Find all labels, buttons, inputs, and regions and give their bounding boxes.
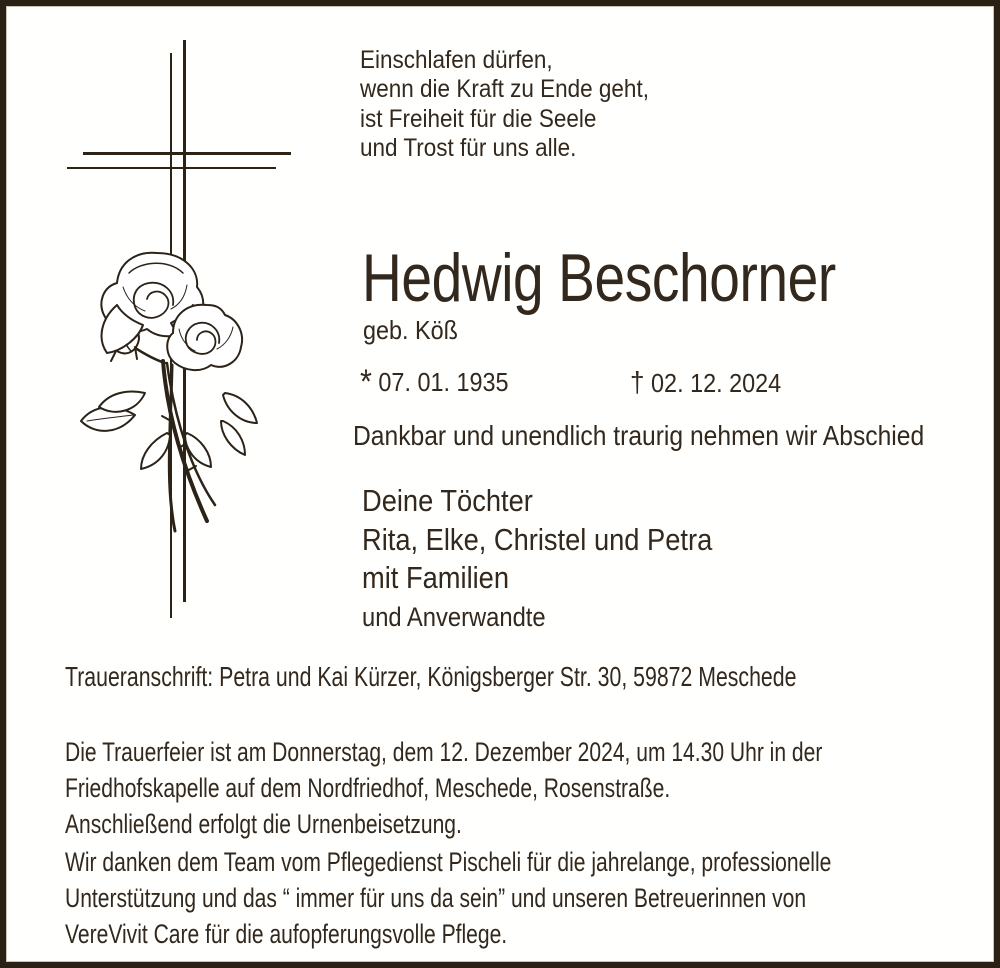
service-line: Die Trauerfeier ist am Donnerstag, dem 12. Dezember 2024, um 14.30 Uhr in der	[65, 737, 823, 767]
service-info	[65, 734, 822, 842]
service-line: Anschließend erfolgt die Urnenbeisetzung.	[65, 809, 462, 839]
farewell-line: Dankbar und unendlich traurig nehmen wir Abschied	[353, 420, 925, 451]
birth-star-symbol: *	[360, 363, 372, 401]
poem-line: ist Freiheit für die Seele	[360, 104, 597, 133]
birth-date	[360, 363, 509, 401]
cross-horizontal-line-bottom	[67, 167, 276, 169]
service-line: Friedhofskapelle auf dem Nordfriedhof, Meschede, Rosenstraße.	[65, 773, 671, 803]
death-date	[630, 367, 781, 400]
condolence-address: Traueranschrift: Petra und Kai Kürzer, Königsberger Str. 30, 59872 Meschede	[65, 661, 797, 692]
thanks-paragraph	[65, 844, 831, 952]
death-date-value: 02. 12. 2024	[651, 368, 782, 398]
poem-line: und Trost für uns alle.	[360, 134, 577, 163]
thanks-line: Unterstützung und das “ immer für uns da sein” und unseren Betreuerinnen von	[65, 883, 807, 913]
birth-date-value: 07. 01. 1935	[378, 367, 509, 397]
memorial-poem	[360, 46, 649, 164]
mourners-list	[362, 482, 712, 636]
roses-illustration	[75, 243, 265, 543]
cross-horizontal-line-top	[83, 152, 291, 155]
mourners-line: Rita, Elke, Christel und Petra	[362, 521, 713, 557]
mourners-line: Deine Töchter	[362, 483, 533, 518]
thanks-line: Wir danken dem Team vom Pflegedienst Pischeli für die jahrelange, professionelle	[65, 847, 832, 877]
thanks-line: VereVivit Care für die aufopferungsvolle Pflege.	[65, 919, 508, 949]
poem-line: Einschlafen dürfen,	[360, 46, 553, 74]
death-dagger-symbol: †	[630, 367, 645, 399]
deceased-name: Hedwig Beschorner	[362, 240, 836, 316]
mourners-line: mit Familien	[362, 560, 510, 595]
mourners-extra-line: und Anverwandte	[362, 601, 546, 632]
poem-line: wenn die Kraft zu Ende geht,	[360, 75, 649, 104]
maiden-name: geb. Köß	[363, 315, 458, 345]
life-dates	[360, 363, 840, 403]
